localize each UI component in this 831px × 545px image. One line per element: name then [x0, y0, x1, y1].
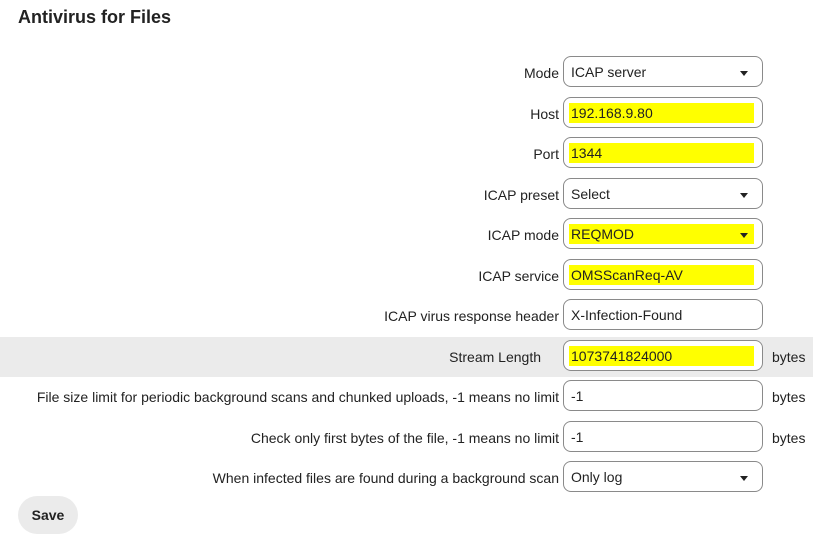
row-port: [0, 134, 831, 175]
row-icap-mode: [0, 215, 831, 256]
chevron-down-icon: [740, 193, 748, 198]
chevron-down-icon: [740, 71, 748, 76]
check-first-bytes-label: Check only first bytes of the file, -1 means no limit: [250, 429, 559, 446]
row-stream-length: [0, 337, 813, 378]
icap-mode-value: REQMOD: [569, 224, 754, 244]
row-icap-preset: [0, 175, 831, 216]
chevron-down-icon: [740, 233, 748, 238]
mode-select[interactable]: [563, 56, 763, 87]
port-value: 1344: [569, 143, 754, 163]
icap-service-input[interactable]: [563, 259, 763, 290]
host-label: Host: [530, 105, 559, 122]
icap-virus-header-label: ICAP virus response header: [384, 308, 559, 324]
row-check-first-bytes: [0, 418, 831, 459]
file-size-limit-unit: bytes: [772, 389, 806, 405]
icap-service-value: OMSScanReq-AV: [569, 265, 754, 285]
page-title: Antivirus for Files: [18, 7, 172, 27]
icap-mode-label: ICAP mode: [487, 227, 559, 243]
row-infected-action: [0, 458, 831, 499]
stream-length-unit: bytes: [772, 348, 806, 365]
file-size-limit-input[interactable]: [563, 380, 763, 411]
save-button[interactable]: Save: [18, 496, 78, 534]
host-value: 192.168.9.80: [569, 103, 754, 123]
row-file-size-limit: [0, 377, 831, 418]
file-size-limit-value: -1: [571, 388, 584, 404]
chevron-down-icon: [740, 476, 748, 481]
row-icap-service: [0, 256, 831, 297]
infected-action-value: Only log: [571, 469, 623, 485]
icap-preset-label: ICAP preset: [483, 186, 559, 203]
port-label: Port: [533, 146, 559, 162]
mode-value: ICAP server: [571, 64, 647, 80]
row-host: [0, 94, 831, 135]
port-input[interactable]: [563, 137, 763, 168]
file-size-limit-label: File size limit for periodic background scans and chunked uploads, -1 means no limit: [36, 389, 559, 405]
check-first-bytes-value: -1: [571, 428, 584, 445]
check-first-bytes-unit: bytes: [772, 429, 806, 446]
icap-service-label: ICAP service: [478, 267, 559, 284]
stream-length-value: 1073741824000: [569, 346, 754, 366]
icap-preset-select[interactable]: [563, 178, 763, 209]
stream-length-input[interactable]: [563, 340, 763, 371]
icap-virus-header-value: X-Infection-Found: [571, 307, 683, 323]
infected-action-select[interactable]: [563, 461, 763, 492]
check-first-bytes-input[interactable]: [563, 421, 763, 452]
settings-form: [0, 53, 831, 499]
icap-preset-value: Select: [571, 185, 610, 202]
infected-action-label: When infected files are found during a background scan: [212, 470, 559, 486]
row-mode: [0, 53, 831, 94]
host-input[interactable]: [563, 97, 763, 128]
icap-virus-header-input[interactable]: [563, 299, 763, 330]
icap-mode-select[interactable]: [563, 218, 763, 249]
stream-length-label: Stream Length: [449, 348, 541, 365]
mode-label: Mode: [523, 65, 559, 81]
row-icap-virus-header: [0, 296, 831, 337]
